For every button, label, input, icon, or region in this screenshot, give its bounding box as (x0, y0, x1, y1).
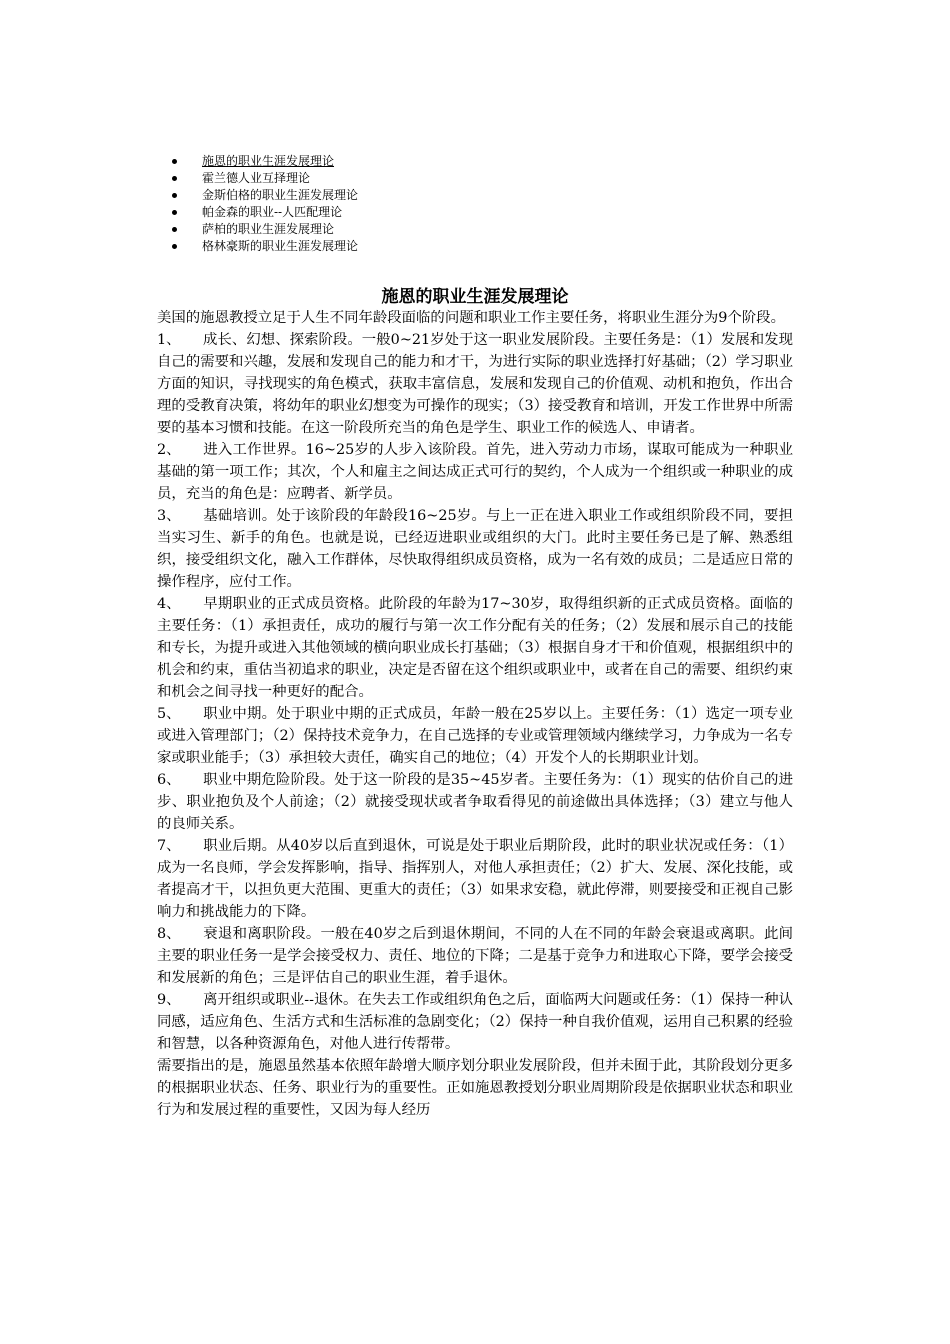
toc-item-parsons[interactable] (172, 204, 358, 221)
stage-text: 职业中期危险阶段。处于这一阶段的是35~45岁者。主要任务为：（1）现实的估价自己的进步、职业抱负及个人前途；（2）就接受现状或者争取看得见的前途做出具体选择；（3）建立与他人的良师关系。 (157, 772, 793, 832)
toc-item-schein[interactable] (172, 153, 358, 170)
stage-number: 5、 (157, 706, 181, 722)
table-of-contents (172, 153, 358, 255)
toc-link[interactable]: 帕金森的职业--人匹配理论 (202, 205, 343, 219)
stage-text: 进入工作世界。16~25岁的人步入该阶段。首先，进入劳动力市场，谋取可能成为一种职业基础的第一项工作；其次，个人和雇主之间达成正式可行的契约，个人成为一个组织或一种职业的成员，充当的角色是：应聘者、新学员。 (157, 442, 793, 502)
toc-link[interactable]: 霍兰德人业互择理论 (202, 171, 311, 185)
stage-number: 6、 (157, 772, 181, 788)
toc-item-greenhaus[interactable] (172, 238, 358, 255)
stage-text: 职业后期。从40岁以后直到退休，可说是处于职业后期阶段，此时的职业状况或任务：（1）成为一名良师，学会发挥影响，指导、指挥别人，对他人承担责任；（2）扩大、发展、深化技能，或者提高才干，以担负更大范围、更重大的责任；（3）如果求安稳，就此停滞，则要接受和正视自己影响力和挑战能力的下降。 (157, 838, 793, 920)
toc-link[interactable]: 格林豪斯的职业生涯发展理论 (202, 239, 359, 253)
stage-text: 职业中期。处于职业中期的正式成员，年龄一般在25岁以上。主要任务：（1）选定一项专业或进入管理部门；（2）保持技术竞争力，在自己选择的专业或管理领域内继续学习，力争成为一名专家或职业能手；（3）承担较大责任，确实自己的地位；（4）开发个人的长期职业计划。 (157, 706, 793, 766)
stage-paragraph (157, 439, 793, 505)
bullet-icon (172, 176, 177, 181)
toc-link[interactable]: 施恩的职业生涯发展理论 (202, 154, 335, 168)
stage-paragraph (157, 989, 793, 1055)
stage-paragraph (157, 835, 793, 923)
bullet-icon (172, 159, 177, 164)
toc-item-ginzberg[interactable] (172, 187, 358, 204)
bullet-icon (172, 244, 177, 249)
stage-paragraph (157, 703, 793, 769)
stage-number: 8、 (157, 926, 181, 942)
stage-paragraph (157, 329, 793, 439)
toc-link[interactable]: 金斯伯格的职业生涯发展理论 (202, 188, 359, 202)
stage-text: 成长、幻想、探索阶段。一般0~21岁处于这一职业发展阶段。主要任务是：（1）发展和发现自己的需要和兴趣，发展和发现自己的能力和才干，为进行实际的职业选择打好基础；（2）学习职业方面的知识，寻找现实的角色模式，获取丰富信息，发展和发现自己的价值观、动机和抱负，作出合理的受教育决策，将幼年的职业幻想变为可操作的现实；（3）接受教育和培训，开发工作世界中所需要的基本习惯和技能。在这一阶段所充当的角色是学生、职业工作的候选人、申请者。 (157, 332, 793, 436)
stage-number: 7、 (157, 838, 181, 854)
bullet-icon (172, 210, 177, 215)
stage-text: 衰退和离职阶段。一般在40岁之后到退休期间，不同的人在不同的年龄会衰退或离职。此间主要的职业任务一是学会接受权力、责任、地位的下降；二是基于竞争力和进取心下降，要学会接受和发展新的角色；三是评估自己的职业生涯，着手退休。 (157, 926, 793, 986)
stage-paragraph (157, 505, 793, 593)
toc-link[interactable]: 萨柏的职业生涯发展理论 (202, 222, 335, 236)
closing-paragraph: 需要指出的是，施恩虽然基本依照年龄增大顺序划分职业发展阶段，但并未囿于此，其阶段划分更多的根据职业状态、任务、职业行为的重要性。正如施恩教授划分职业周期阶段是依据职业状态和职业行为和发展过程的重要性，又因为每人经历 (157, 1058, 793, 1118)
toc-item-super[interactable] (172, 221, 358, 238)
stage-paragraph (157, 769, 793, 835)
article-body (157, 307, 793, 1121)
stage-number: 9、 (157, 992, 181, 1008)
toc-item-holland[interactable] (172, 170, 358, 187)
stage-text: 离开组织或职业--退休。在失去工作或组织角色之后，面临两大问题或任务：（1）保持一种认同感，适应角色、生活方式和生活标准的急剧变化；（2）保持一种自我价值观，运用自己积累的经验和智慧，以各种资源角色，对他人进行传帮带。 (157, 992, 793, 1052)
bullet-icon (172, 193, 177, 198)
stage-number: 4、 (157, 596, 181, 612)
stage-number: 2、 (157, 442, 181, 458)
stage-text: 早期职业的正式成员资格。此阶段的年龄为17~30岁，取得组织新的正式成员资格。面临的主要任务：（1）承担责任，成功的履行与第一次工作分配有关的任务；（2）发展和展示自己的技能和专长，为提升或进入其他领域的横向职业成长打基础；（3）根据自身才干和价值观，根据组织中的机会和约束，重估当初追求的职业，决定是否留在这个组织或职业中，或者在自己的需要、组织约束和机会之间寻找一种更好的配合。 (157, 596, 793, 700)
stage-text: 基础培训。处于该阶段的年龄段16~25岁。与上一正在进入职业工作或组织阶段不同，要担当实习生、新手的角色。也就是说，已经迈进职业或组织的大门。此时主要任务已是了解、熟悉组织，接受组织文化，融入工作群体，尽快取得组织成员资格，成为一名有效的成员；二是适应日常的操作程序，应付工作。 (157, 508, 793, 590)
intro-paragraph: 美国的施恩教授立足于人生不同年龄段面临的问题和职业工作主要任务，将职业生涯分为9个阶段。 (157, 310, 785, 326)
stage-number: 1、 (157, 332, 181, 348)
bullet-icon (172, 227, 177, 232)
page-title: 施恩的职业生涯发展理论 (381, 287, 569, 307)
stage-number: 3、 (157, 508, 181, 524)
stage-paragraph (157, 923, 793, 989)
stage-paragraph (157, 593, 793, 703)
